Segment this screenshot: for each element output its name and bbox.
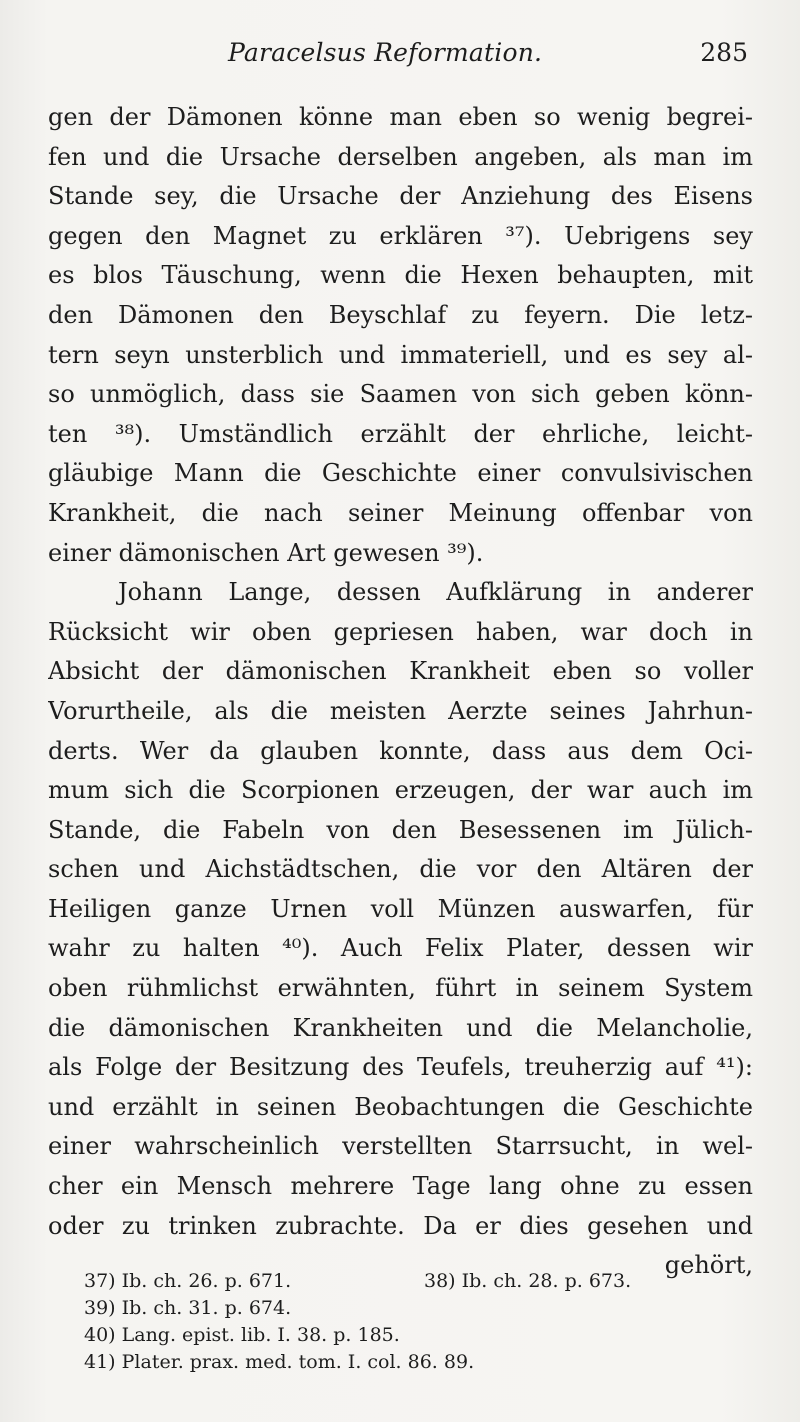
footnote-38: 38) Ib. ch. 28. p. 673.	[424, 1270, 632, 1292]
catchword: gehört,	[664, 1251, 753, 1280]
text-line: Stande, die Fabeln von den Besessenen im Jülich-	[48, 815, 753, 844]
text-line: Johann Lange, dessen Aufklärung in anderer	[118, 578, 753, 607]
text-line: als Folge der Besitzung des Teufels, treuherzig auf ⁴¹):	[48, 1053, 753, 1082]
footnotes	[84, 1268, 724, 1376]
footnote-39: 39) Ib. ch. 31. p. 674.	[84, 1297, 292, 1319]
text-line: Rücksicht wir oben gepriesen haben, war doch in	[48, 617, 753, 646]
text-line: schen und Aichstädtschen, die vor den Altären der	[48, 855, 753, 884]
text-line: mum sich die Scorpionen erzeugen, der war auch im	[48, 776, 753, 805]
text-line: gegen den Magnet zu erklären ³⁷). Uebrigens sey	[48, 221, 753, 250]
footnote-row	[84, 1295, 724, 1322]
running-head: Paracelsus Reformation.	[228, 38, 543, 67]
text-line: so unmöglich, dass sie Saamen von sich geben könn-	[48, 380, 753, 409]
text-line: und erzählt in seinen Beobachtungen die Geschichte	[48, 1092, 753, 1121]
text-line: Heiligen ganze Urnen voll Münzen auswarfen, für	[48, 894, 753, 923]
text-line: Absicht der dämonischen Krankheit eben so voller	[48, 657, 753, 686]
text-line: oder zu trinken zubrachte. Da er dies gesehen und	[48, 1211, 753, 1240]
text-line: cher ein Mensch mehrere Tage lang ohne zu essen	[48, 1172, 753, 1201]
text-line: die dämonischen Krankheiten und die Melancholie,	[48, 1013, 753, 1042]
footnote-row	[84, 1322, 724, 1349]
text-line: Vorurtheile, als die meisten Aerzte seines Jahrhun-	[48, 696, 753, 725]
footnote-41: 41) Plater. prax. med. tom. I. col. 86. 89.	[84, 1351, 475, 1373]
page-header	[48, 38, 748, 78]
text-line: Stande sey, die Ursache der Anziehung des Eisens	[48, 182, 753, 211]
text-line: oben rühmlichst erwähnten, führt in seinem System	[48, 974, 753, 1003]
body-text	[48, 98, 753, 1286]
text-line: es blos Täuschung, wenn die Hexen behaupten, mit	[48, 261, 753, 290]
footnote-row	[84, 1349, 724, 1376]
page-number: 285	[700, 38, 748, 67]
footnote-40: 40) Lang. epist. lib. I. 38. p. 185.	[84, 1324, 400, 1346]
text-line: Krankheit, die nach seiner Meinung offenbar von	[48, 498, 753, 527]
footnote-37: 37) Ib. ch. 26. p. 671.	[84, 1270, 292, 1292]
text-line: wahr zu halten ⁴⁰). Auch Felix Plater, dessen wir	[48, 934, 753, 963]
text-line: gen der Dämonen könne man eben so wenig begrei-	[48, 103, 753, 131]
text-line: einer wahrscheinlich verstellten Starrsucht, in wel-	[48, 1132, 753, 1161]
text-line: derts. Wer da glauben konnte, dass aus dem Oci-	[48, 736, 753, 765]
text-line: tern seyn unsterblich und immateriell, und es sey al-	[48, 340, 753, 369]
text-line: den Dämonen den Beyschlaf zu feyern. Die letz-	[48, 300, 753, 329]
text-line: ten ³⁸). Umständlich erzählt der ehrliche, leicht-	[48, 419, 753, 448]
footnote-row	[84, 1268, 724, 1295]
text-line: fen und die Ursache derselben angeben, als man im	[48, 142, 753, 171]
text-line: einer dämonischen Art gewesen ³⁹).	[48, 538, 484, 567]
text-line: gläubige Mann die Geschichte einer convulsivischen	[48, 459, 753, 488]
